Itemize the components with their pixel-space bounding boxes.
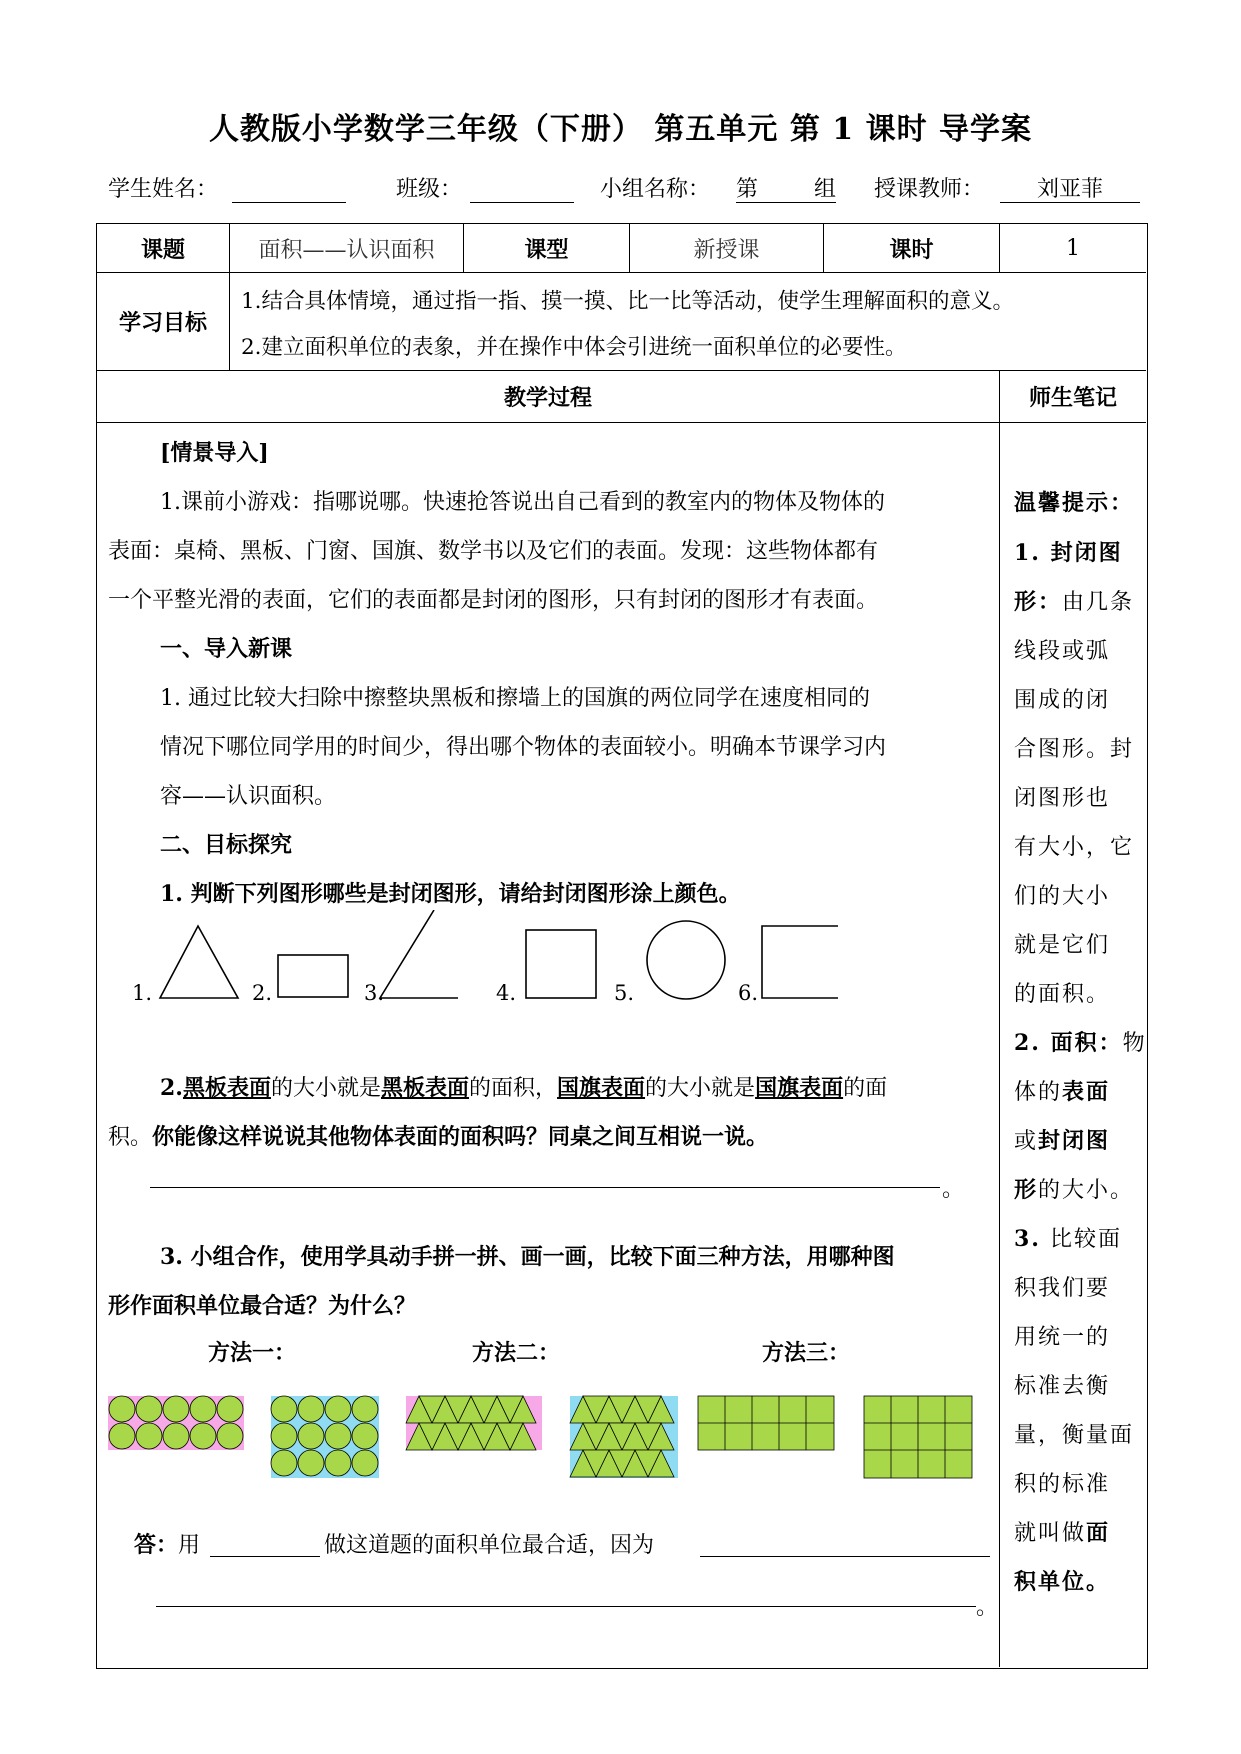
student-name-label: 学生姓名： (108, 177, 219, 202)
note-bold: 面 (1086, 1520, 1111, 1546)
open-rectangle-shape (762, 926, 838, 998)
note-line (1014, 1271, 1110, 1302)
method-1-circles-b (271, 1396, 379, 1478)
question-3-line2: 形作面积单位最合适？为什么？ (108, 1293, 417, 1319)
q2-text-d: 的面积， (469, 1076, 558, 1101)
answer-label: 答： (134, 1532, 179, 1558)
note-line (1014, 977, 1110, 1008)
note-text: 合图形。封 (1014, 737, 1135, 762)
shape-label-1: 1. (132, 981, 153, 1005)
answer-reason-field[interactable] (700, 1556, 990, 1557)
group-label: 小组名称： (600, 177, 711, 202)
shape-label-6: 6. (738, 981, 759, 1005)
note-text: 用统一的 (1014, 1325, 1111, 1350)
page-title: 人教版小学数学三年级（下册） 第五单元 第 1 课时 导学案 (208, 112, 1033, 147)
note-text: 积我们要 (1014, 1276, 1111, 1301)
section2-title: 二、目标探究 (160, 832, 293, 858)
group-field[interactable] (736, 172, 836, 203)
note-line (1014, 1418, 1134, 1449)
process-header: 教学过程 (503, 385, 592, 411)
teacher-label: 授课教师： (874, 177, 985, 202)
answer-unit-field[interactable] (210, 1556, 320, 1557)
goal-2: 2.建立面积单位的表象，并在操作中体会引进统一面积单位的必要性。 (241, 335, 907, 360)
note-bold: 1. 封闭图 (1014, 540, 1123, 566)
note-text: 或 (1014, 1129, 1039, 1154)
q2-text-i: 积。 (108, 1125, 153, 1150)
answer-reason-line-2[interactable] (156, 1606, 976, 1607)
note-text: 的面积。 (1014, 982, 1111, 1007)
q2-blackboard-2: 黑板表面 (381, 1075, 470, 1101)
shape-label-5: 5. (614, 981, 635, 1005)
note-text: 体的 (1014, 1080, 1063, 1105)
answer-end: 。 (976, 1595, 999, 1620)
note-bold: 3. (1014, 1226, 1041, 1252)
note-bold: 2. 面积： (1014, 1030, 1123, 1056)
note-line (1014, 830, 1134, 861)
note-line (1014, 1173, 1134, 1204)
q2-text-b: 的大小就是 (270, 1076, 381, 1101)
student-name-field[interactable] (232, 172, 346, 203)
circle-shape (647, 921, 725, 999)
note-text: 的大小。 (1038, 1178, 1135, 1203)
class-label: 班级： (396, 177, 463, 202)
triangle-shape (160, 926, 238, 998)
sec1-p1b: 情况下哪位同学用的时间少，得出哪个物体的表面较小。明确本节课学习内 (160, 735, 887, 760)
method-1-circles-a (108, 1396, 244, 1450)
note-text: 围成的闭 (1014, 688, 1111, 713)
answer-a: 用 (178, 1533, 201, 1558)
q2-end: 。 (942, 1177, 965, 1202)
scene-p1b: 表面：桌椅、黑板、门窗、国旗、数学书以及它们的表面。发现：这些物体都有 (108, 539, 879, 564)
note-bold: 形 (1014, 1177, 1039, 1203)
answer-row (134, 1528, 200, 1559)
section1-title: 一、导入新课 (160, 636, 293, 662)
note-line (1014, 1124, 1110, 1155)
shape-label-2: 2. (252, 981, 273, 1005)
note-text: 量，衡量面 (1014, 1423, 1135, 1448)
group-prefix: 第 (736, 177, 759, 202)
note-line (1014, 536, 1123, 567)
q2-flag-1: 国旗表面 (557, 1075, 646, 1101)
q2-flag-2: 国旗表面 (755, 1075, 844, 1101)
q2-text-f: 的大小就是 (645, 1076, 756, 1101)
note-line (1014, 634, 1110, 665)
note-line (1014, 683, 1110, 714)
rectangle-shape (278, 955, 348, 997)
scene-p1a: 1.课前小游戏：指哪说哪。快速抢答说出自己看到的教室内的物体及物体的 (160, 490, 885, 515)
note-line (1014, 1075, 1110, 1106)
method-1-label: 方法一： (208, 1340, 297, 1366)
notes-header: 师生笔记 (1028, 385, 1117, 411)
teacher-field: 刘亚菲 (1000, 172, 1140, 203)
closed-shapes-figure (120, 910, 860, 1010)
topic-value: 面积——认识面积 (258, 237, 435, 263)
scene-p1c: 一个平整光滑的表面，它们的表面都是封闭的图形，只有封闭的图形才有表面。 (108, 588, 879, 613)
note-text: 比较面 (1040, 1227, 1122, 1252)
open-angle-shape (380, 910, 458, 998)
note-line (1014, 1516, 1110, 1547)
shape-label-3: 3. (364, 981, 385, 1005)
question-2-line2 (108, 1120, 768, 1151)
answer-b: 做这道题的面积单位最合适，因为 (324, 1533, 655, 1558)
topic-label: 课题 (140, 236, 185, 263)
shape-label-4: 4. (496, 981, 517, 1005)
goal-1: 1.结合具体情境，通过指一指、摸一摸、比一比等活动，使学生理解面积的意义。 (241, 289, 1015, 314)
q2-prompt: 你能像这样说说其他物体表面的面积吗？同桌之间互相说一说。 (152, 1124, 769, 1150)
type-label: 课型 (524, 236, 569, 263)
area-unit-methods-figure (108, 1394, 978, 1484)
method-2-label: 方法二： (472, 1340, 561, 1366)
note-bold: 积单位。 (1014, 1569, 1111, 1595)
period-value: 1 (1066, 235, 1080, 261)
q2-num: 2. (160, 1075, 183, 1101)
note-text: 们的大小 (1014, 884, 1111, 909)
tip-title: 温馨提示： (1014, 490, 1135, 516)
note-text: 由几条 (1062, 590, 1135, 615)
note-text: 物 (1122, 1031, 1147, 1056)
note-text: 线段或弧 (1014, 639, 1111, 664)
question-2-line1 (160, 1071, 887, 1102)
note-line (1014, 1026, 1147, 1057)
method-3-squares-a (698, 1396, 834, 1450)
goal-label: 学习目标 (118, 310, 207, 336)
period-label: 课时 (889, 236, 934, 263)
note-text: 积的标准 (1014, 1472, 1111, 1497)
note-line (1014, 1565, 1110, 1596)
note-line (1014, 781, 1110, 812)
note-line (1014, 585, 1134, 616)
note-text: 标准去衡 (1014, 1374, 1111, 1399)
method-2-triangles-b (570, 1396, 678, 1478)
question-3-line1: 3. 小组合作，使用学具动手拼一拼、画一画，比较下面三种方法，用哪种图 (160, 1244, 895, 1270)
note-text: 就是它们 (1014, 933, 1111, 958)
note-bold: 表面 (1062, 1079, 1111, 1105)
type-value: 新授课 (693, 237, 760, 263)
scene-title: [情景导入] (160, 440, 269, 466)
note-line (1014, 1222, 1122, 1253)
q2-text-h: 的面 (843, 1076, 888, 1101)
note-text: 闭图形也 (1014, 786, 1111, 811)
note-line (1014, 732, 1134, 763)
note-bold: 封闭图 (1038, 1128, 1111, 1154)
note-line (1014, 1369, 1110, 1400)
note-text: 有大小，它 (1014, 835, 1135, 860)
q2-answer-line[interactable] (150, 1187, 940, 1188)
method-3-label: 方法三： (762, 1340, 851, 1366)
method-2-triangles-a (406, 1396, 542, 1450)
sec1-p1c: 容——认识面积。 (160, 784, 337, 809)
note-line (1014, 1320, 1110, 1351)
method-3-squares-b (864, 1396, 972, 1478)
note-bold: 形： (1014, 589, 1063, 615)
note-text: 就叫做 (1014, 1521, 1087, 1546)
class-field[interactable] (470, 172, 574, 203)
question-1: 1. 判断下列图形哪些是封闭图形，请给封闭图形涂上颜色。 (160, 881, 741, 907)
square-shape (526, 930, 596, 998)
sec1-p1a: 1. 通过比较大扫除中擦整块黑板和擦墙上的国旗的两位同学在速度相同的 (160, 686, 870, 711)
note-line (1014, 928, 1110, 959)
note-line (1014, 879, 1110, 910)
q2-blackboard-1: 黑板表面 (182, 1075, 271, 1101)
group-suffix: 组 (813, 177, 836, 202)
note-line (1014, 1467, 1110, 1498)
